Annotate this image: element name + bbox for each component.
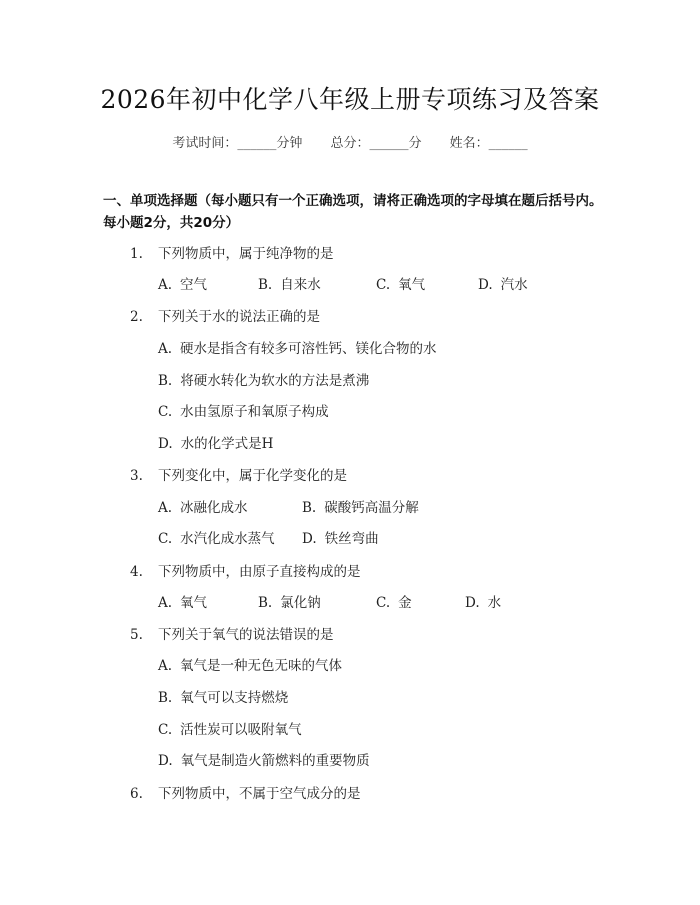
question-number: 4.: [130, 564, 143, 580]
option-c: C. 金: [376, 595, 412, 611]
option-d: D. 汽水: [478, 277, 528, 293]
question-3-options-row2: [158, 530, 379, 548]
option-c: C. 氧气: [376, 277, 426, 293]
exam-time-field: 考试时间：______分钟: [172, 136, 303, 151]
question-number: 3.: [130, 468, 143, 484]
question-text: 下列变化中，属于化学变化的是: [158, 468, 347, 484]
question-4-options: [158, 594, 501, 612]
option-d: D. 氧气是制造火箭燃料的重要物质: [158, 753, 370, 769]
option-b: B. 将硬水转化为软水的方法是煮沸: [158, 373, 370, 389]
question-text: 下列关于水的说法正确的是: [158, 309, 320, 325]
question-1-options: [158, 276, 528, 294]
question-2: [130, 308, 320, 326]
section-heading: 一、单项选择题（每小题只有一个正确选项，请将正确选项的字母填在题后括号内。每小题2分，共20分）: [103, 193, 603, 231]
option-b: B. 氧气可以支持燃烧: [158, 690, 289, 706]
question-number: 1.: [130, 246, 143, 262]
option-b: B. 自来水: [258, 277, 321, 293]
question-text: 下列物质中，由原子直接构成的是: [158, 564, 361, 580]
option-a: A. 空气: [158, 277, 208, 293]
question-text: 下列物质中，属于纯净物的是: [158, 246, 334, 262]
option-d: D. 水: [465, 595, 502, 611]
option-c: C. 活性炭可以吸附氧气: [158, 722, 302, 738]
question-text: 下列物质中，不属于空气成分的是: [158, 786, 361, 802]
option-a: A. 硬水是指含有较多可溶性钙、镁化合物的水: [158, 341, 437, 357]
total-score-field: 总分：______分: [330, 136, 422, 151]
question-6: [130, 785, 361, 803]
question-1: [130, 245, 334, 263]
option-a: A. 氧气: [158, 595, 208, 611]
question-number: 5.: [130, 627, 143, 643]
question-text: 下列关于氧气的说法错误的是: [158, 627, 334, 643]
page-title: 2026年初中化学八年级上册专项练习及答案: [100, 85, 600, 114]
option-a: A. 冰融化成水: [158, 500, 248, 516]
option-b: B. 氯化钠: [258, 595, 321, 611]
student-name-field: 姓名：______: [449, 136, 528, 151]
option-c: C. 水汽化成水蒸气: [158, 531, 275, 547]
option-b: B. 碳酸钙高温分解: [302, 500, 419, 516]
question-3-options-row1: [158, 499, 419, 517]
question-3: [130, 467, 347, 485]
option-c: C. 水由氢原子和氧原子构成: [158, 404, 329, 420]
question-number: 2.: [130, 309, 143, 325]
question-4: [130, 563, 361, 581]
question-5: [130, 626, 334, 644]
option-d: D. 水的化学式是H: [158, 436, 274, 452]
option-a: A. 氧气是一种无色无味的气体: [158, 658, 343, 674]
question-number: 6.: [130, 786, 143, 802]
option-d: D. 铁丝弯曲: [302, 531, 379, 547]
exam-info-line: [0, 132, 700, 151]
